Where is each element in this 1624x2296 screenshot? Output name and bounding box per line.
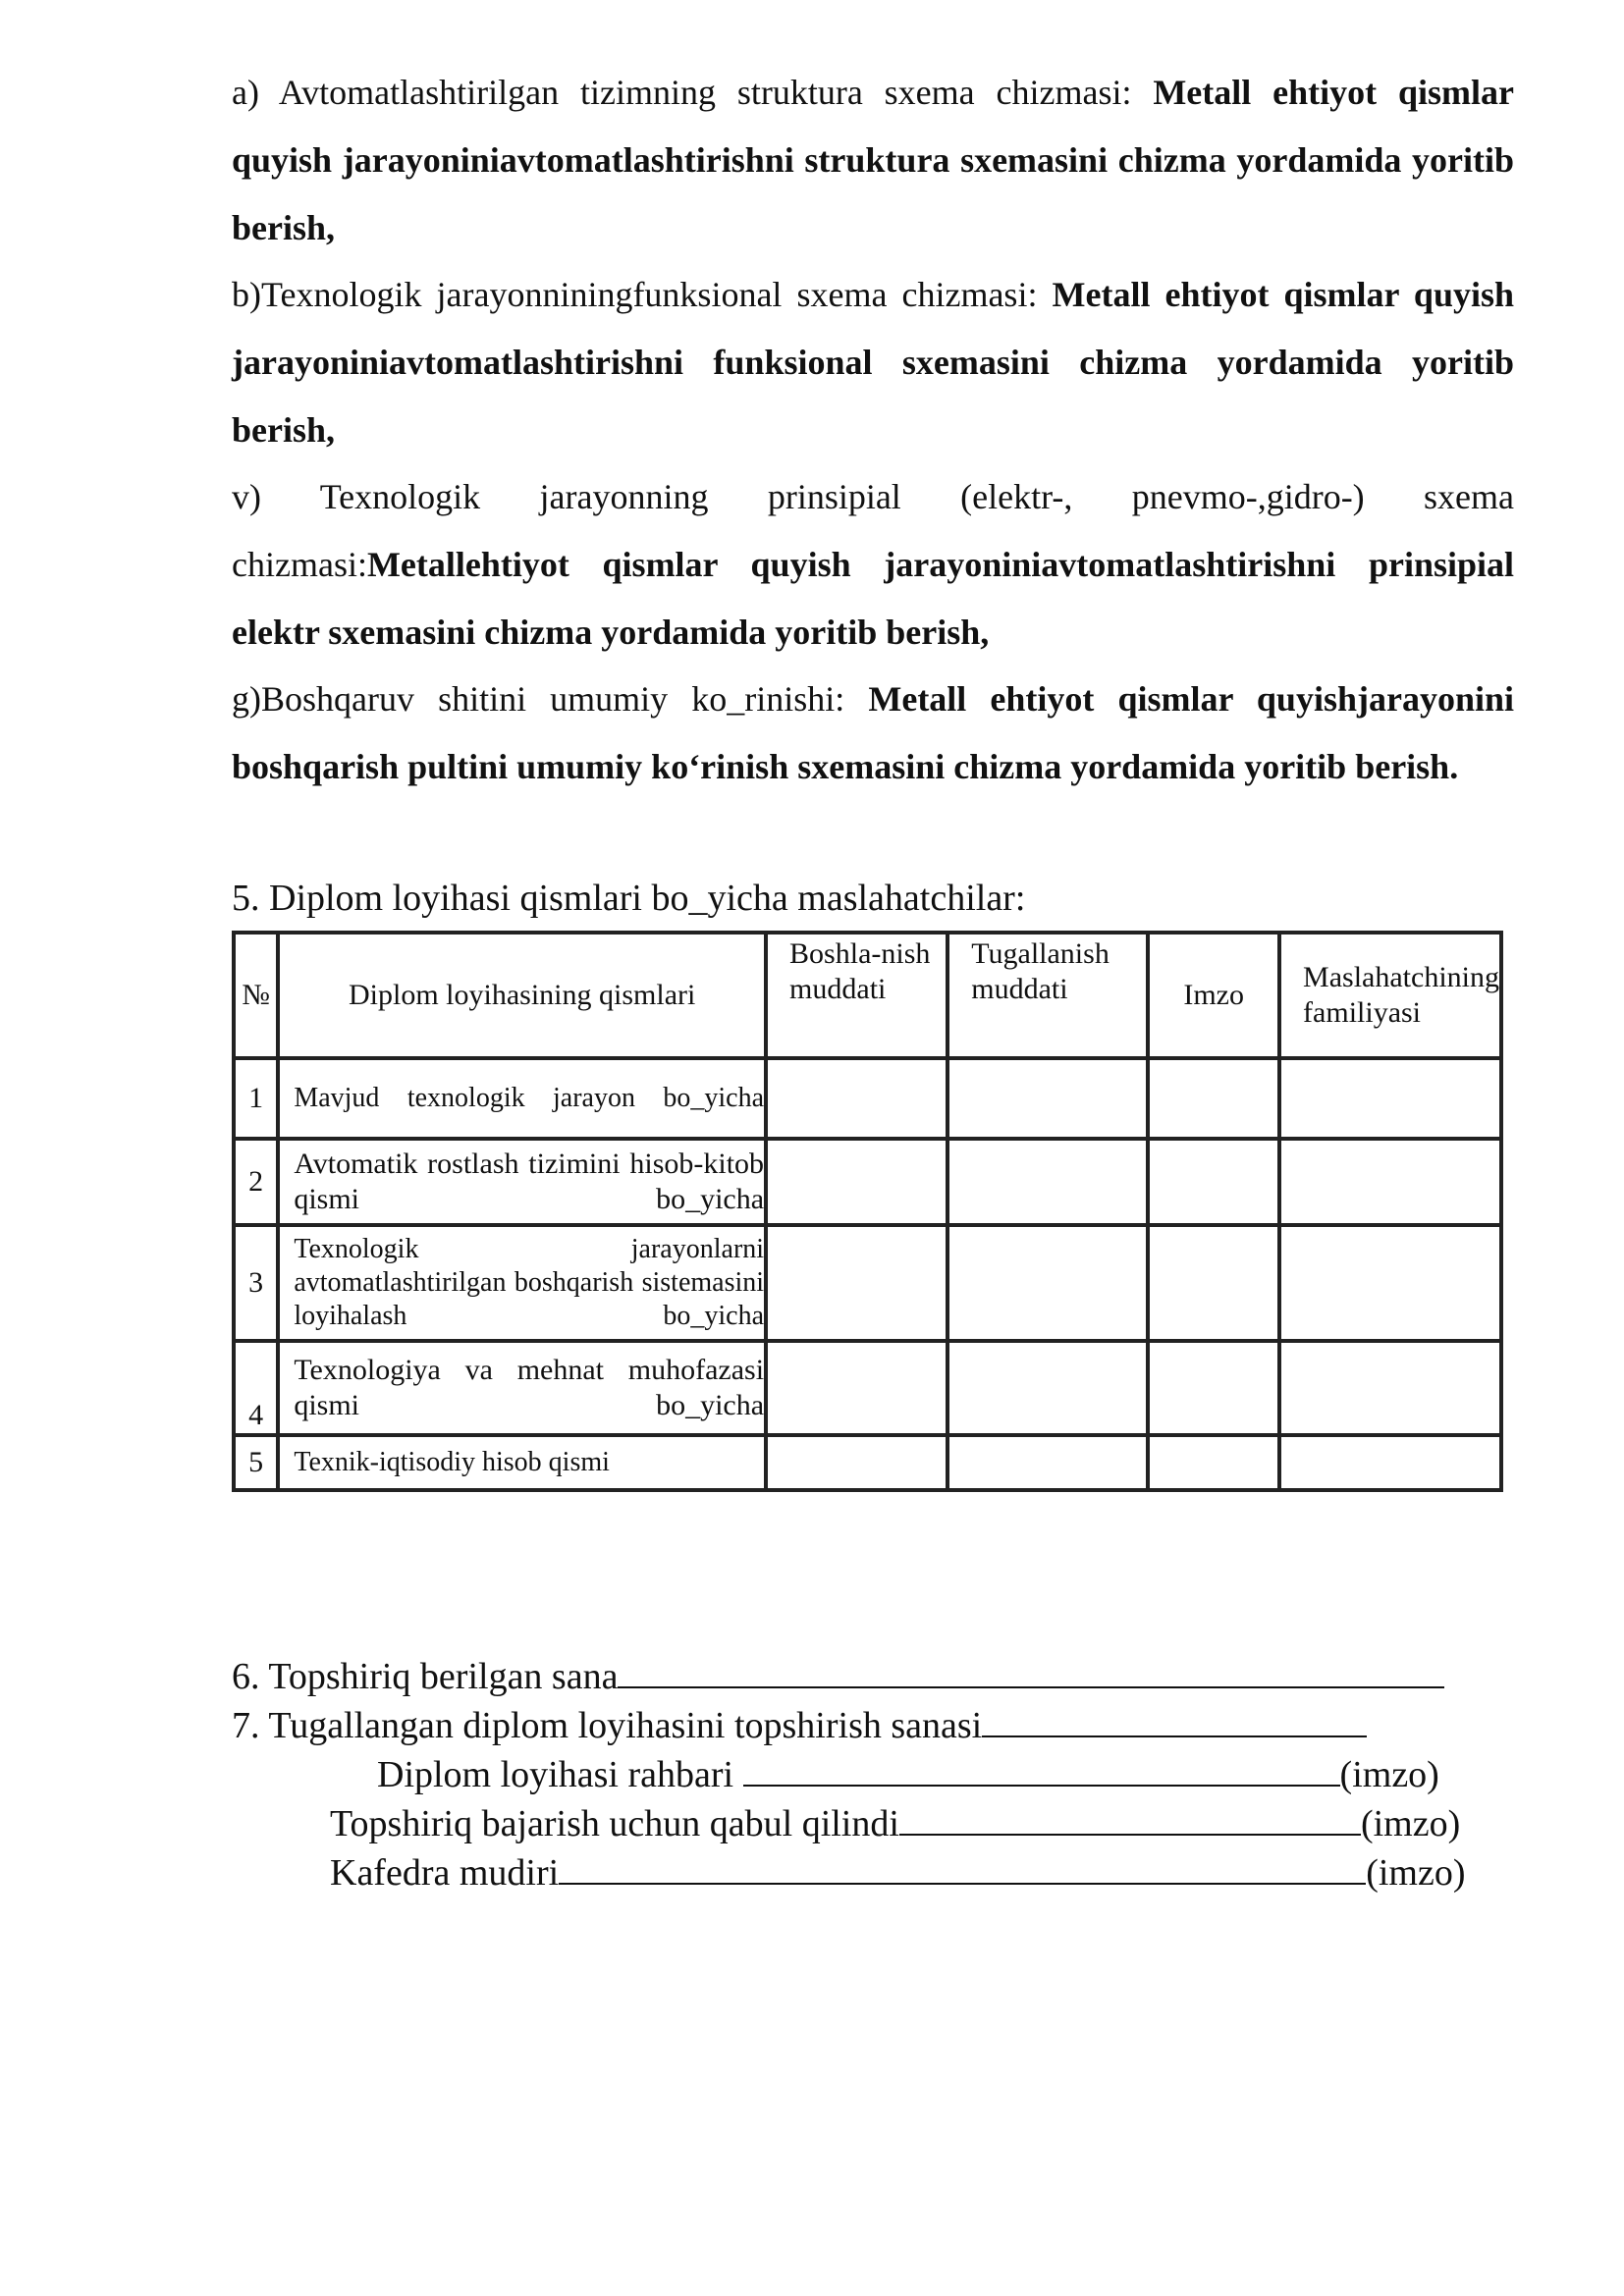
row-part: Avtomatik rostlash tizimini hisob-kitob qismi bo_yicha bbox=[278, 1139, 766, 1225]
item-a-prefix: a) Avtomatlashtirilgan tizimning struktura sxema chizmasi: bbox=[232, 73, 1154, 112]
row-name-cell[interactable] bbox=[1279, 1435, 1501, 1490]
header-name: Maslahatchining familiyasi bbox=[1279, 933, 1501, 1058]
row-name-cell[interactable] bbox=[1279, 1058, 1501, 1139]
row-sign-cell[interactable] bbox=[1148, 1435, 1279, 1490]
table-row bbox=[234, 1435, 1501, 1490]
table-header-row bbox=[234, 933, 1501, 1058]
row-end-cell[interactable] bbox=[947, 1435, 1148, 1490]
head-of-dept-imzo: (imzo) bbox=[1366, 1852, 1466, 1894]
row-start-cell[interactable] bbox=[766, 1435, 947, 1490]
row-end-cell[interactable] bbox=[947, 1139, 1148, 1225]
head-of-dept-signature-blank[interactable] bbox=[559, 1845, 1366, 1885]
accepted-signature-blank[interactable] bbox=[899, 1796, 1361, 1836]
item-g-prefix: g)Boshqaruv shitini umumiy ko_rinishi: bbox=[232, 679, 869, 719]
item-v-prefix: v) Texnologik jarayonning prinsipial (elektr-, pnevmo-,gidro-) sxema chizmasi: bbox=[232, 477, 1514, 584]
table-row bbox=[234, 1058, 1501, 1139]
row-num: 2 bbox=[234, 1139, 278, 1225]
item-a bbox=[232, 59, 1514, 262]
row-name-cell[interactable] bbox=[1279, 1139, 1501, 1225]
assignment-date-blank[interactable] bbox=[618, 1649, 1444, 1688]
accepted-line bbox=[330, 1796, 1460, 1847]
row-num: 5 bbox=[234, 1435, 278, 1490]
row-end-cell[interactable] bbox=[947, 1341, 1148, 1435]
row-name-cell[interactable] bbox=[1279, 1341, 1501, 1435]
item-g-bold: Metall ehtiyot qismlar quyishjarayonini boshqarish pultini umumiy ko‘rinish sxemasini chizma yordamida yoritib berish. bbox=[232, 679, 1514, 786]
header-sign: Imzo bbox=[1148, 933, 1279, 1058]
row-end-cell[interactable] bbox=[947, 1058, 1148, 1139]
header-start: Boshla-nish muddati bbox=[766, 933, 947, 1058]
assignment-date-label: 6. Topshiriq berilgan sana bbox=[232, 1656, 619, 1697]
row-part: Texnologiya va mehnat muhofazasi qismi bo_yicha bbox=[278, 1341, 766, 1435]
table-row bbox=[234, 1139, 1501, 1225]
row-part: Texnik-iqtisodiy hisob qismi bbox=[278, 1435, 766, 1490]
item-g bbox=[232, 666, 1514, 801]
row-sign-cell[interactable] bbox=[1148, 1058, 1279, 1139]
table-row bbox=[234, 1341, 1501, 1435]
item-v-bold: Metallehtiyot qismlar quyish jarayoniniavtomatlashtirishni prinsipial elektr sxemasini chizma yordamida yoritib berish, bbox=[232, 545, 1514, 652]
header-num: № bbox=[234, 933, 278, 1058]
head-of-dept-label: Kafedra mudiri bbox=[330, 1852, 560, 1894]
header-end: Tugallanish muddati bbox=[947, 933, 1148, 1058]
item-b-bold: Metall ehtiyot qismlar quyish jarayoniniavtomatlashtirishni funksional sxemasini chizma yordamida yoritib berish, bbox=[232, 275, 1514, 450]
header-part: Diplom loyihasining qismlari bbox=[278, 933, 766, 1058]
advisors-table bbox=[232, 931, 1503, 1492]
section5-title: 5. Diplom loyihasi qismlari bo_yicha maslahatchilar: bbox=[232, 878, 1026, 919]
row-start-cell[interactable] bbox=[766, 1058, 947, 1139]
item-b-prefix: b)Texnologik jarayonniningfunksional sxema chizmasi: bbox=[232, 275, 1053, 314]
row-sign-cell[interactable] bbox=[1148, 1341, 1279, 1435]
assignment-date-line bbox=[232, 1649, 1444, 1700]
row-part: Texnologik jarayonlarni avtomatlashtirilgan boshqarish sistemasini loyihalash bo_yicha bbox=[278, 1225, 766, 1341]
submission-date-label: 7. Tugallangan diplom loyihasini topshirish sanasi bbox=[232, 1705, 983, 1746]
table-row bbox=[234, 1225, 1501, 1341]
supervisor-signature-blank[interactable] bbox=[743, 1747, 1340, 1787]
row-num: 3 bbox=[234, 1225, 278, 1341]
supervisor-label: Diplom loyihasi rahbari bbox=[377, 1754, 743, 1795]
accepted-label: Topshiriq bajarish uchun qabul qilindi bbox=[330, 1803, 899, 1844]
row-start-cell[interactable] bbox=[766, 1139, 947, 1225]
supervisor-line bbox=[377, 1747, 1439, 1798]
row-part: Mavjud texnologik jarayon bo_yicha bbox=[278, 1058, 766, 1139]
row-sign-cell[interactable] bbox=[1148, 1139, 1279, 1225]
row-start-cell[interactable] bbox=[766, 1225, 947, 1341]
head-of-dept-line bbox=[330, 1845, 1465, 1896]
item-b bbox=[232, 261, 1514, 464]
row-end-cell[interactable] bbox=[947, 1225, 1148, 1341]
accepted-imzo: (imzo) bbox=[1360, 1803, 1461, 1844]
item-v bbox=[232, 463, 1514, 667]
item-a-bold: Metall ehtiyot qismlar quyish jarayoniniavtomatlashtirishni struktura sxemasini chizma yordamida yoritib berish, bbox=[232, 73, 1514, 247]
row-num: 1 bbox=[234, 1058, 278, 1139]
supervisor-imzo: (imzo) bbox=[1339, 1754, 1439, 1795]
row-start-cell[interactable] bbox=[766, 1341, 947, 1435]
submission-date-blank[interactable] bbox=[982, 1698, 1367, 1737]
submission-date-line bbox=[232, 1698, 1367, 1749]
row-name-cell[interactable] bbox=[1279, 1225, 1501, 1341]
row-num: 4 bbox=[234, 1341, 278, 1435]
row-sign-cell[interactable] bbox=[1148, 1225, 1279, 1341]
